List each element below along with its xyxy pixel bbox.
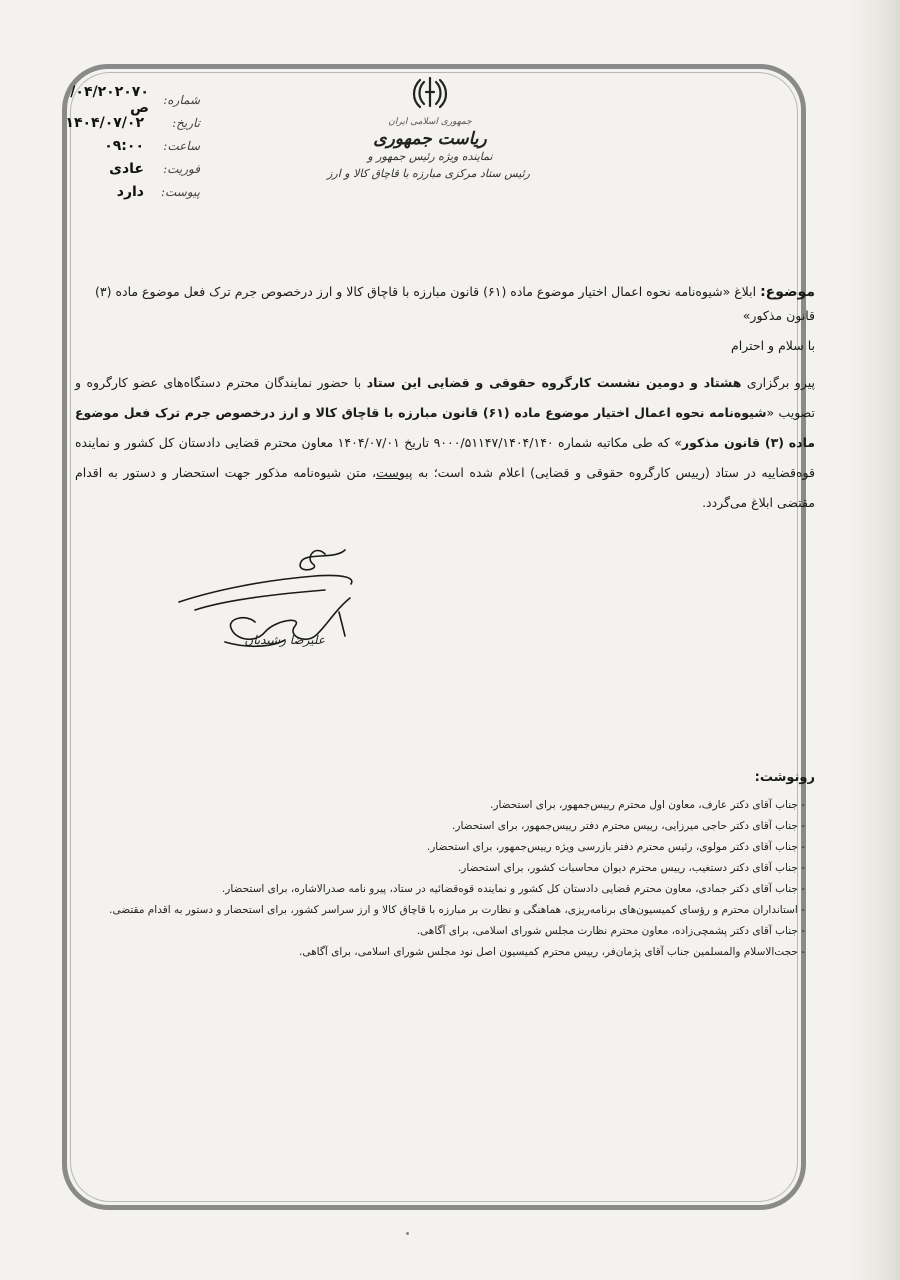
meta-attachment: پیوست: دارد [116,183,200,200]
cc-item: - جناب آقای دکتر مولوی، رئیس محترم دفتر بازرسی ویژه رییس‌جمهور، برای استحضار. [105,837,805,858]
cc-list [105,795,805,963]
scan-speck [406,1232,409,1235]
meta-date: تاریخ: ۱۴۰۴/۰۷/۰۲ [65,114,200,131]
meta-time: ساعت: ۰۹:۰۰ [104,137,200,154]
organization-header [327,72,530,182]
cc-item: - استانداران محترم و رؤسای کمیسیون‌های برنامه‌ریزی، هماهنگی و نظارت بر مبارزه با قاچاق کالا و ارز سراسر کشور، برای استحضار و دستور به اقدام مقتضی. [105,900,805,921]
letter-subject [75,280,815,328]
org-representative: نماینده ویژه رئیس جمهور و [367,150,493,163]
cc-item: - جناب آقای دکتر پشمچی‌زاده، معاون محترم نظارت مجلس شورای اسلامی، برای آگاهی. [105,921,805,942]
meta-priority: فوریت: عادی [109,160,200,177]
scan-edge-shadow [850,0,900,1280]
meta-number: شماره: ۰۴/۲۰۲۰۷۰/ص [70,83,200,116]
attachment-reference: پیوست [376,465,413,480]
iran-emblem-icon [410,72,450,112]
cc-item: - حجت‌الاسلام والمسلمین جناب آقای پژمان‌فر، رییس محترم کمیسیون اصل نود مجلس شورای اسلامی، برای آگاهی. [105,942,805,963]
org-country: جمهوری اسلامی ایران [388,117,472,127]
cc-title: رونوشت: [754,770,815,785]
subject-text: ابلاغ «شیوه‌نامه نحوه اعمال اختیار موضوع ماده (۶۱) قانون مبارزه با قاچاق کالا و ارز درخصوص جرم ترک فعل موضوع ماده (۳) قانون مذکور» [95,284,815,323]
letter-meta [60,83,200,203]
signature-name: علیرضا رشیدیان [244,633,325,647]
cc-item: - جناب آقای دکتر جمادی، معاون محترم قضایی دادستان کل کشور و نماینده قوه‌قضائیه در ستاد، پیرو نامه صدرالاشاره، برای استحضار. [105,879,805,900]
org-presidency: ریاست جمهوری [373,129,487,149]
cc-item: - جناب آقای دکتر حاجی میرزایی، رییس محترم دفتر رییس‌جمهور، برای استحضار. [105,816,805,837]
letter-body: پیرو برگزاری هشتاد و دومین نشست کارگروه حقوقی و قضایی این ستاد با حضور نمایندگان محترم دستگاه‌های عضو کارگروه و تصویب «شیوه‌نامه نحوه اعمال اختیار موضوع ماده (۶۱) قانون مبارزه با قاچاق کالا و ارز درخصوص جرم ترک فعل موضوع ماده (۳) قانون مذکور» که طی مکاتبه شماره ۹۰۰۰/۵۱۱۴۷/۱۴۰۴/۱۴۰ تاریخ ۱۴۰۴/۰۷/۰۱ معاون محترم قضایی دادستان کل کشور و نماینده قوه‌قضاییه در ستاد (رییس کارگروه حقوقی و قضایی) اعلام شده است؛ به پیوست، متن شیوه‌نامه مذکور جهت استحضار و دستور به اقدام مقتضی ابلاغ می‌گردد. [75,375,816,510]
cc-item: - جناب آقای دکتر عارف، معاون اول محترم رییس‌جمهور، برای استحضار. [105,795,805,816]
org-headquarters: رئیس ستاد مرکزی مبارزه با قاچاق کالا و ارز [327,167,530,180]
handwritten-signature [175,540,365,655]
greeting: با سلام و احترام [731,338,815,353]
subject-label: موضوع: [760,284,815,300]
cc-item: - جناب آقای دکتر دستغیب، رییس محترم دیوان محاسبات کشور، برای استحضار. [105,858,805,879]
